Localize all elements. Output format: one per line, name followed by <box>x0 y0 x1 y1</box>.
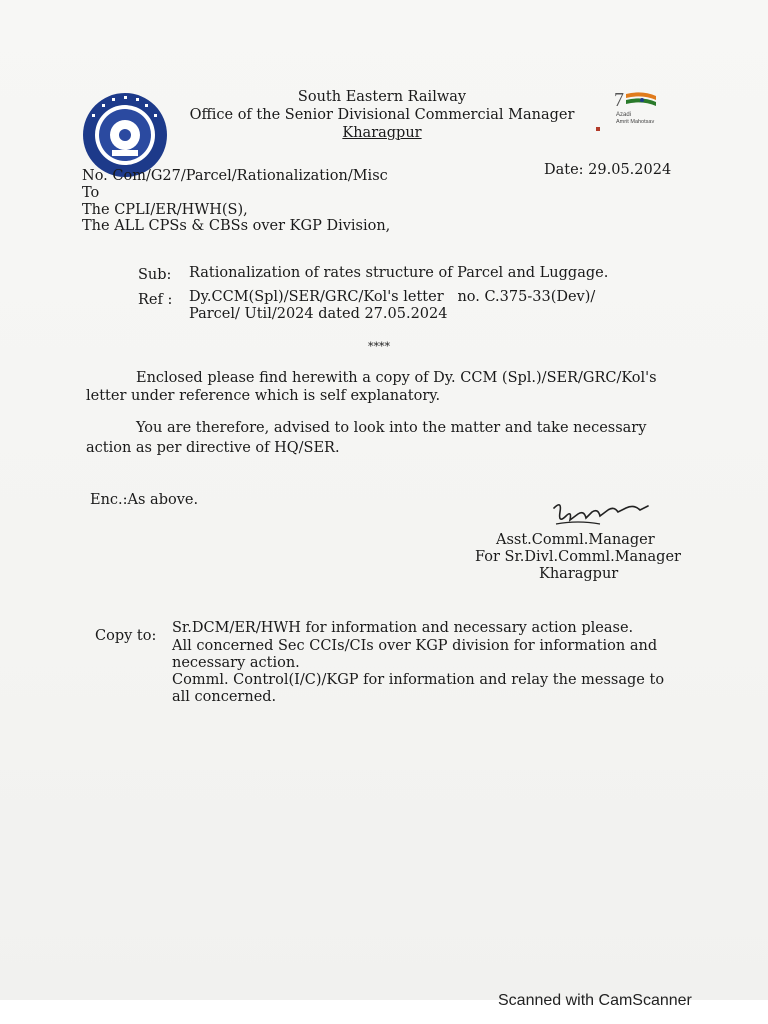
handwritten-signature <box>548 498 658 534</box>
copy-to-label: Copy to: <box>95 628 157 644</box>
sig-place: Kharagpur <box>539 566 619 582</box>
sig-designation: Asst.Comml.Manager <box>496 532 655 548</box>
para1-line1: Enclosed please find herewith a copy of Dy. CCM (Spl.)/SER/GRC/Kol's <box>136 370 657 386</box>
enclosure-line: Enc.:As above. <box>90 492 199 508</box>
sig-for-line: For Sr.Divl.Comml.Manager <box>475 549 681 565</box>
letter-number: No. Com/G27/Parcel/Rationalization/Misc <box>82 168 388 184</box>
letter-date: Date: 29.05.2024 <box>544 162 672 178</box>
to-label: To <box>82 185 100 201</box>
ref-line-2: Parcel/ Util/2024 dated 27.05.2024 <box>189 306 448 322</box>
copy-to-item2-line2: necessary action. <box>172 655 300 671</box>
sub-label: Sub: <box>138 267 172 283</box>
azadi-text-1: Azadi <box>616 112 632 118</box>
ref-line-1: Dy.CCM(Spl)/SER/GRC/Kol's letter no. C.375-33(Dev)/ <box>189 289 596 305</box>
para2-line2: action as per directive of HQ/SER. <box>86 440 340 456</box>
scanner-watermark: Scanned with CamScanner <box>498 992 692 1009</box>
recipient-1: The CPLI/ER/HWH(S), <box>82 202 248 218</box>
copy-to-item2-line1: All concerned Sec CCIs/CIs over KGP division for information and <box>172 638 658 654</box>
azadi-text-2: Amrit Mahotsav <box>616 119 655 125</box>
indian-railways-seal-icon <box>82 92 168 178</box>
svg-text:7: 7 <box>614 89 624 111</box>
copy-to-item1: Sr.DCM/ER/HWH for information and necessary action please. <box>172 620 634 636</box>
copy-to-item3-line2: all concerned. <box>172 689 277 705</box>
copy-to-item3-line1: Comml. Control(I/C)/KGP for information and relay the message to <box>172 672 665 688</box>
ref-label: Ref : <box>138 292 173 308</box>
header-org: South Eastern Railway <box>297 89 467 105</box>
para1-line2: letter under reference which is self explanatory. <box>86 388 441 404</box>
header-office: Office of the Senior Divisional Commercial Manager <box>189 107 575 123</box>
azadi-ka-amrit-mahotsav-logo <box>612 88 672 128</box>
red-dot-mark <box>596 127 600 131</box>
separator-stars: **** <box>368 340 390 353</box>
recipient-2: The ALL CPSs & CBSs over KGP Division, <box>82 218 391 234</box>
header-place-text: Kharagpur <box>342 125 422 141</box>
header-place <box>172 124 592 142</box>
para2-line1: You are therefore, advised to look into the matter and take necessary <box>136 420 647 436</box>
subject-text: Rationalization of rates structure of Parcel and Luggage. <box>189 265 609 281</box>
